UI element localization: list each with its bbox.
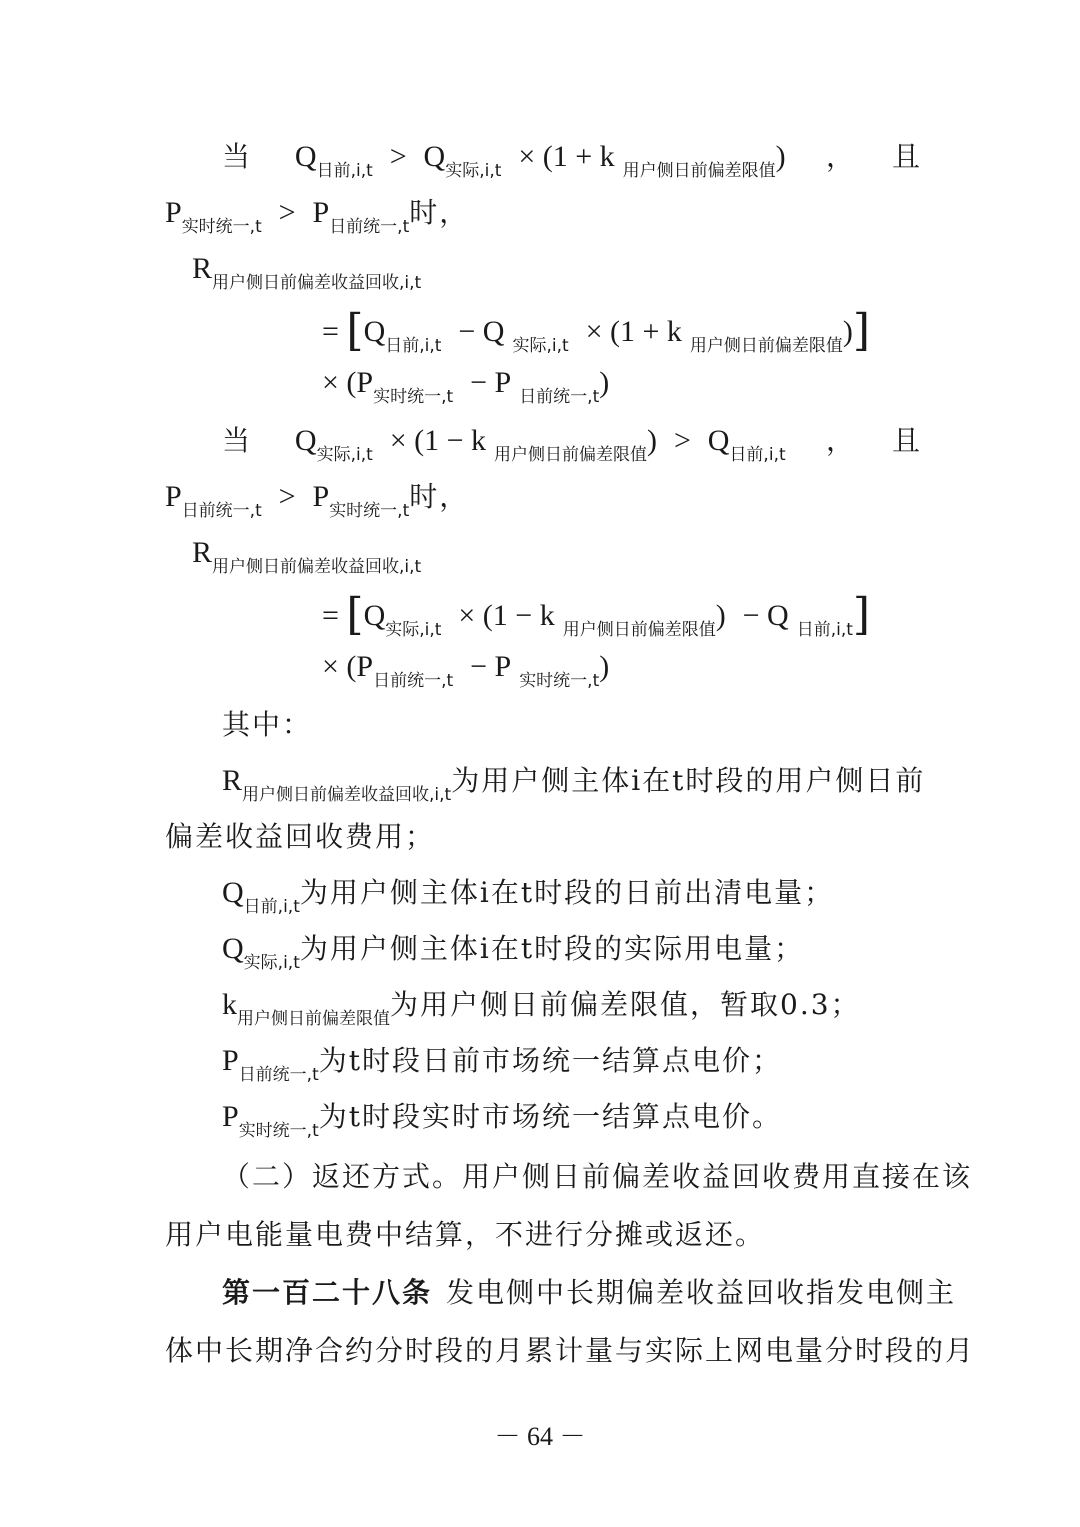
formula-2-lhs: $R_{用户侧日前偏差收益回收,i,t}$ — [192, 536, 422, 577]
condition-1-line-1: 当 $Q_{日前,i,t} > Q_{实际,i,t} \times (1 + k$ $_{用户侧日前偏差限值}$) — [222, 140, 786, 181]
para-2-line-2: 用户电能量电费中结算，不进行分摊或返还。 — [165, 1218, 766, 1251]
text-when: 当 — [222, 140, 253, 173]
page-number: － 64 － — [494, 1422, 586, 1451]
sub-p-da: 日前统一,t — [329, 217, 410, 237]
sub-k: 用户侧日前偏差限值 — [622, 161, 776, 181]
article-title: 第一百二十八条 — [222, 1276, 433, 1309]
comma-2: ， — [826, 424, 855, 457]
formula-1-line-2: × ($P_{实时统一,t} - P$ $_{日前统一,t}$) — [322, 366, 610, 407]
explain-heading: 其中： — [222, 708, 313, 741]
formula-2-line-2: × ($P_{日前统一,t} - P$ $_{实时统一,t}$) — [322, 650, 610, 691]
explain-p-rt: $P_{实时统一,t}$为t时段实时市场统一结算点电价。 — [222, 1100, 783, 1141]
explain-p-da: $P_{日前统一,t}$为t时段日前市场统一结算点电价； — [222, 1044, 783, 1085]
and-1: 且 — [892, 140, 921, 173]
explain-r: $R_{用户侧日前偏差收益回收,i,t}$为用户侧主体i在t时段的用户侧日前 — [222, 764, 926, 805]
explain-k: $k_{用户侧日前偏差限值}$为用户侧日前偏差限值，暂取0.3； — [222, 988, 861, 1029]
formula-1-line-1: = [$Q_{日前,i,t} - Q$ $_{实际,i,t}$ × (1 + k $_{用户侧日前偏差限值}$)] — [322, 305, 871, 356]
sub-r: 用户侧日前偏差收益回收,i,t — [212, 273, 422, 293]
formula-2-line-1: = [$Q_{实际,i,t} \times (1 - k$ $_{用户侧日前偏差限值}$) − Q $_{日前,i,t}$] — [322, 589, 871, 640]
para-2-line-1: （二）返还方式。用户侧日前偏差收益回收费用直接在该 — [222, 1160, 973, 1193]
and-2: 且 — [892, 424, 921, 457]
sub-q-dayahead: 日前,i,t — [316, 161, 373, 181]
article-line-1: 第一百二十八条 发电侧中长期偏差收益回收指发电侧主 — [222, 1276, 957, 1309]
sub-q-actual: 实际,i,t — [445, 161, 502, 181]
article-line-2: 体中长期净合约分时段的月累计量与实际上网电量分时段的月 — [165, 1334, 976, 1367]
explain-q-actual: $Q_{实际,i,t}$为用户侧主体i在t时段的实际用电量； — [222, 932, 805, 973]
formula-1-lhs: $R_{用户侧日前偏差收益回收,i,t}$ — [192, 252, 422, 293]
condition-2-line-2: $P_{日前统一,t} > P_{实时统一,t}$时， — [165, 480, 470, 521]
explain-q-da: $Q_{日前,i,t}$为用户侧主体i在t时段的日前出清电量； — [222, 876, 835, 917]
text-when-end: 时， — [409, 196, 470, 229]
comma-1: ， — [826, 140, 855, 173]
condition-1-line-2: $P_{实时统一,t} > P_{日前统一,t}$时， — [165, 196, 470, 237]
sub-p-rt: 实时统一,t — [181, 217, 262, 237]
explain-r-cont: 偏差收益回收费用； — [165, 820, 436, 853]
condition-2-line-1: 当 $Q_{实际,i,t} \times (1 - k$ $_{用户侧日前偏差限值}) > Q_{日前,i,t}$ — [222, 424, 786, 465]
